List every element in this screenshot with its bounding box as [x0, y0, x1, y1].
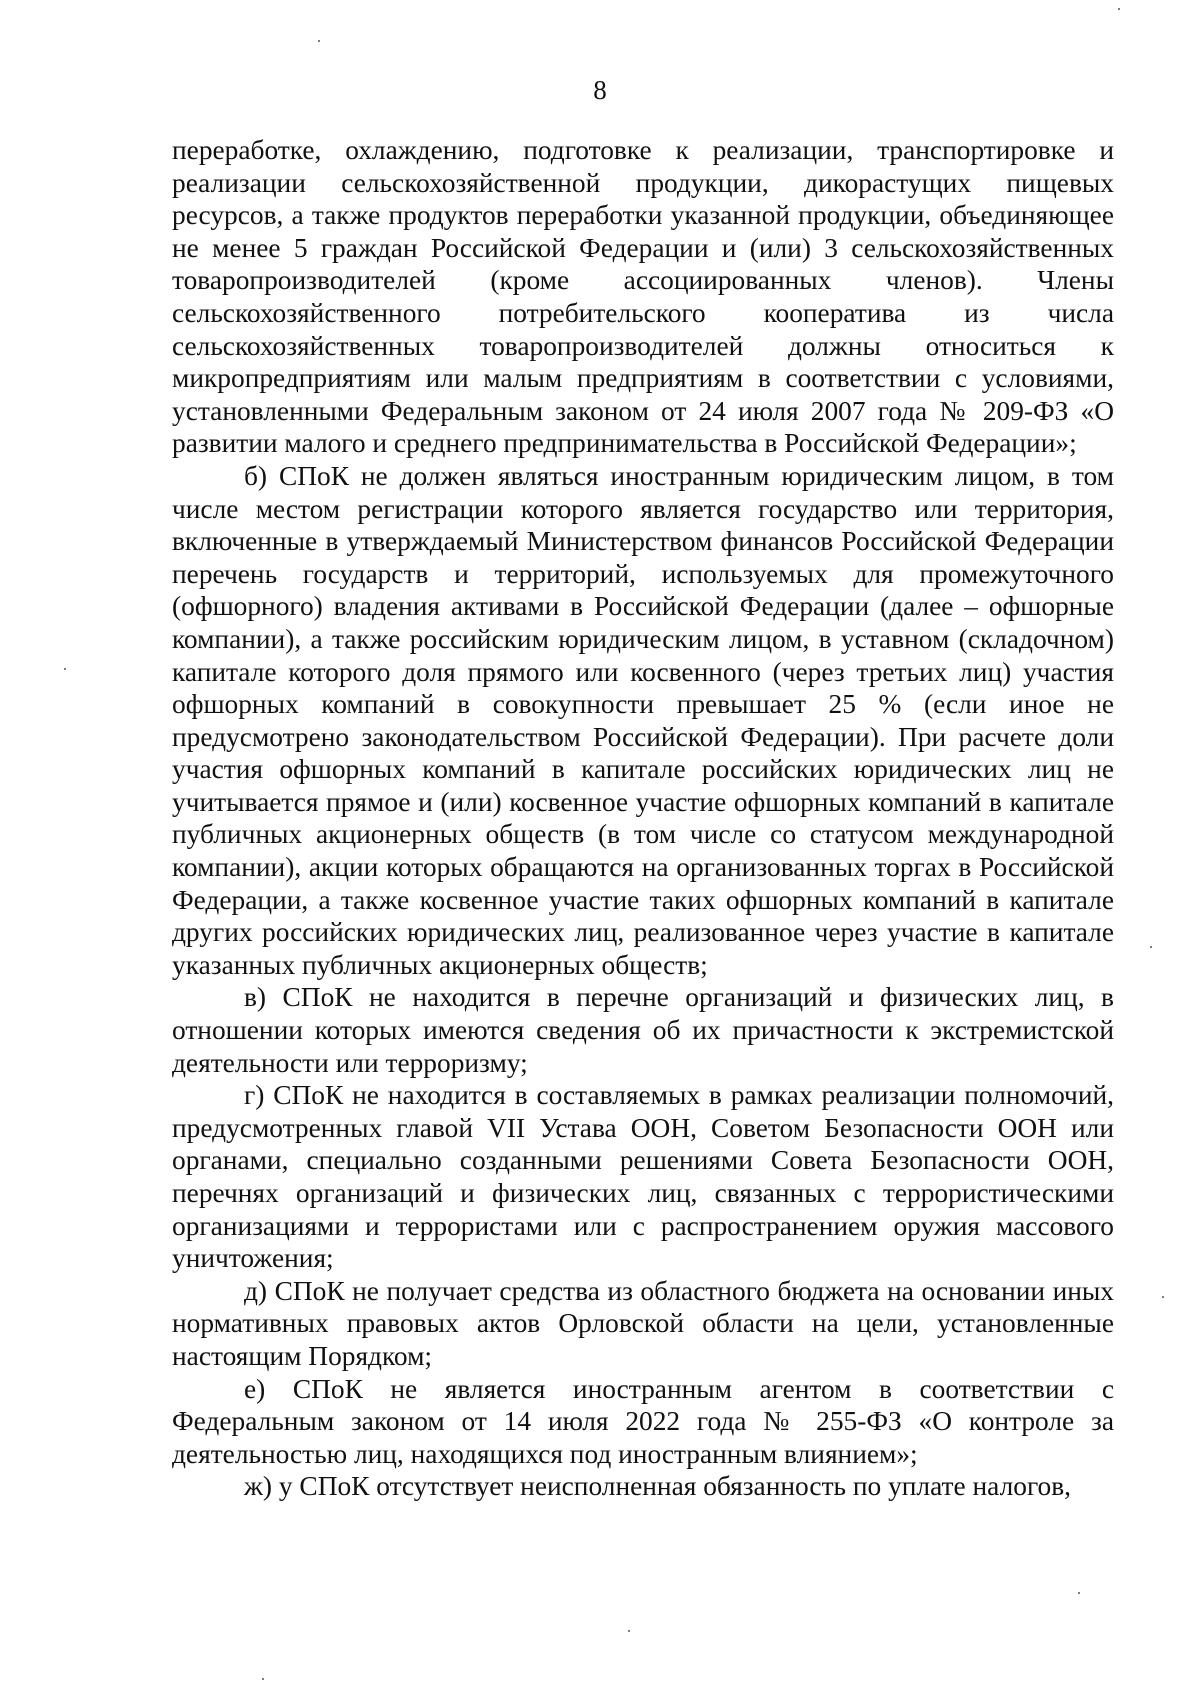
- paragraph-item-d: д) СПоК не получает средства из областного бюджета на основании иных нормативных правовых актов Орловской области на цели, установленные настоящим Порядком;: [172, 1275, 1114, 1371]
- document-body: [172, 134, 1114, 1503]
- paragraph-item-g: г) СПоК не находится в составляемых в рамках реализации полномочий, предусмотренных главой VII Устава ООН, Советом Безопасности ООН или органами, специально созданными решениями Совета Безопасности ООН, перечнях организаций и физических лиц, связанных с террористическими организациями и террористами или с распространением оружия массового уничтожения;: [172, 1080, 1114, 1274]
- paragraph-item-e: е) СПоК не является иностранным агентом в соответствии с Федеральным законом от 14 июля 2022 года № 255-ФЗ «О контроле за деятельностью лиц, находящихся под иностранным влиянием»;: [172, 1373, 1114, 1469]
- paragraph-item-b: б) СПоК не должен являться иностранным юридическим лицом, в том числе местом регистрации которого является государство или территория, включенные в утверждаемый Министерством финансов Российской Федерации перечень государств и территорий, используемых для промежуточного (офшорного) владения активами в Российской Федерации (далее – офшорные компании), а также российским юридическим лицом, в уставном (складочном) капитале которого доля прямого или косвенного (через третьих лиц) участия офшорных компаний в совокупности превышает 25 % (если иное не предусмотрено законодательством Российской Федерации). При расчете доли участия офшорных компаний в капитале российских юридических лиц не учитывается прямое и (или) косвенное участие офшорных компаний в капитале публичных акционерных обществ (в том числе со статусом международной компании), акции которых обращаются на организованных торгах в Российской Федерации, а также косвенное участие таких офшорных компаний в капитале других российских юридических лиц, реализованное через участие в капитале указанных публичных акционерных обществ;: [172, 460, 1114, 980]
- paragraph-item-zh: ж) у СПоК отсутствует неисполненная обязанность по уплате налогов,: [244, 1471, 1071, 1502]
- scan-speck: [1162, 1296, 1164, 1298]
- scan-speck: [318, 40, 320, 42]
- scan-speck: [628, 1630, 630, 1632]
- scan-speck: [262, 1678, 264, 1680]
- scan-speck: [1078, 1592, 1080, 1594]
- scan-speck: [64, 668, 66, 670]
- paragraph-item-v: в) СПоК не находится в перечне организаций и физических лиц, в отношении которых имеются сведения об их причастности к экстремистской деятельности или терроризму;: [172, 982, 1114, 1078]
- scan-speck: [1150, 946, 1152, 948]
- page-number: 8: [593, 75, 607, 105]
- scan-speck: [1118, 8, 1120, 10]
- paragraph-continuation: переработке, охлаждению, подготовке к реализации, транспортировке и реализации сельскохозяйственной продукции, дикорастущих пищевых ресурсов, а также продуктов переработки указанной продукции, объединяющее не менее 5 граждан Российской Федерации и (или) 3 сельскохозяйственных товаропроизводителей (кроме ассоциированных членов). Члены сельскохозяйственного потребительского кооператива из числа сельскохозяйственных товаропроизводителей должны относиться к микропредприятиям или малым предприятиям в соответствии с условиями, установленными Федеральным законом от 24 июля 2007 года № 209-ФЗ «О развитии малого и среднего предпринимательства в Российской Федерации»;: [172, 135, 1114, 459]
